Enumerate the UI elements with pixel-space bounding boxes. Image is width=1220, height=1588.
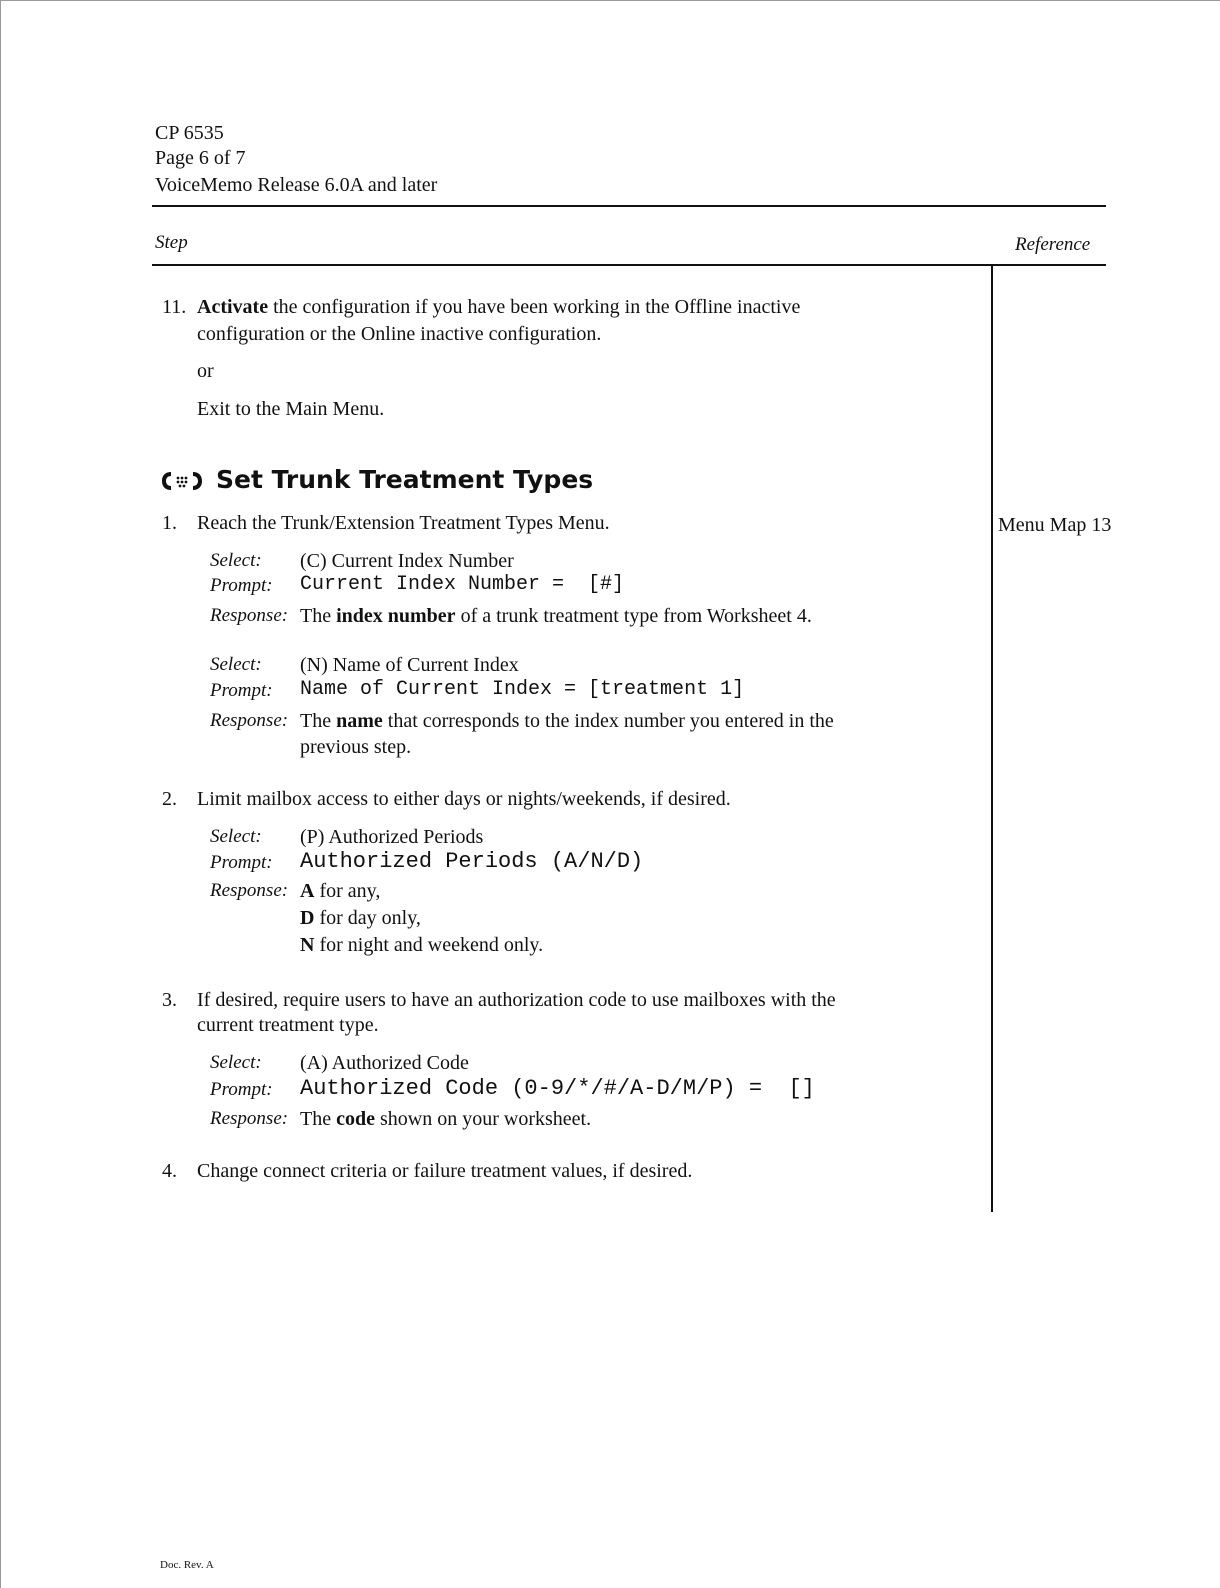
step-number: 3.: [162, 989, 177, 1011]
exit-text: Exit to the Main Menu.: [197, 398, 385, 420]
page-border-top: [0, 0, 1220, 1]
response-value: The name that corresponds to the index number you entered in the: [300, 710, 834, 732]
step-number: 2.: [162, 788, 177, 810]
column-heading-rule: [152, 264, 1106, 266]
doc-id: CP 6535: [155, 122, 224, 144]
response-label: Response:: [210, 1108, 289, 1129]
response-value: The code shown on your worksheet.: [300, 1108, 592, 1130]
header-rule: [152, 205, 1106, 207]
reference-menu-map: Menu Map 13: [998, 514, 1112, 536]
page-border-left: [0, 0, 1, 1588]
or-text: or: [197, 360, 214, 382]
select-value: (N) Name of Current Index: [300, 654, 519, 676]
step-number: 11.: [162, 296, 187, 318]
release-line: VoiceMemo Release 6.0A and later: [155, 174, 438, 196]
select-label: Select:: [210, 550, 262, 571]
prompt-value: Current Index Number = [#]: [300, 573, 625, 596]
response-label: Response:: [210, 605, 289, 626]
footer-doc-rev: Doc. Rev. A: [160, 1559, 214, 1571]
prompt-value: Authorized Periods (A/N/D): [300, 849, 644, 874]
select-label: Select:: [210, 1052, 262, 1073]
step-number: 1.: [162, 512, 177, 534]
prompt-value: Name of Current Index = [treatment 1]: [300, 678, 745, 701]
select-label: Select:: [210, 826, 262, 847]
phone-handset-icon: [158, 470, 206, 492]
step-number: 4.: [162, 1160, 177, 1182]
prompt-label: Prompt:: [210, 1079, 273, 1100]
step-4-text: Change connect criteria or failure treatment values, if desired.: [197, 1160, 693, 1182]
response-label: Response:: [210, 880, 289, 901]
reference-column-divider: [991, 266, 993, 1212]
response-value: The index number of a trunk treatment type from Worksheet 4.: [300, 605, 812, 627]
response-label: Response:: [210, 710, 289, 731]
response-option-night: N for night and weekend only.: [300, 934, 544, 956]
response-option-day: D for day only,: [300, 907, 421, 929]
select-value: (P) Authorized Periods: [300, 826, 484, 848]
step-2-text: Limit mailbox access to either days or nights/weekends, if desired.: [197, 788, 731, 810]
prompt-label: Prompt:: [210, 852, 273, 873]
select-value: (A) Authorized Code: [300, 1052, 469, 1074]
step-11-line-1: Activate the configuration if you have been working in the Offline inactive: [197, 296, 801, 318]
step-3-line-1: If desired, require users to have an authorization code to use mailboxes with the: [197, 989, 836, 1011]
select-value: (C) Current Index Number: [300, 550, 514, 572]
response-value-line-2: previous step.: [300, 736, 412, 758]
prompt-label: Prompt:: [210, 575, 273, 596]
step-3-line-2: current treatment type.: [197, 1014, 379, 1036]
response-option-any: A for any,: [300, 880, 381, 902]
step-column-heading: Step: [155, 232, 188, 253]
prompt-value: Authorized Code (0-9/*/#/A-D/M/P) = []: [300, 1076, 815, 1101]
step-11-line-2: configuration or the Online inactive configuration.: [197, 323, 602, 345]
page-number: Page 6 of 7: [155, 147, 246, 169]
section-title: Set Trunk Treatment Types: [216, 465, 594, 494]
reference-column-heading: Reference: [1015, 234, 1091, 255]
prompt-label: Prompt:: [210, 680, 273, 701]
select-label: Select:: [210, 654, 262, 675]
step-1-text: Reach the Trunk/Extension Treatment Types Menu.: [197, 512, 610, 534]
